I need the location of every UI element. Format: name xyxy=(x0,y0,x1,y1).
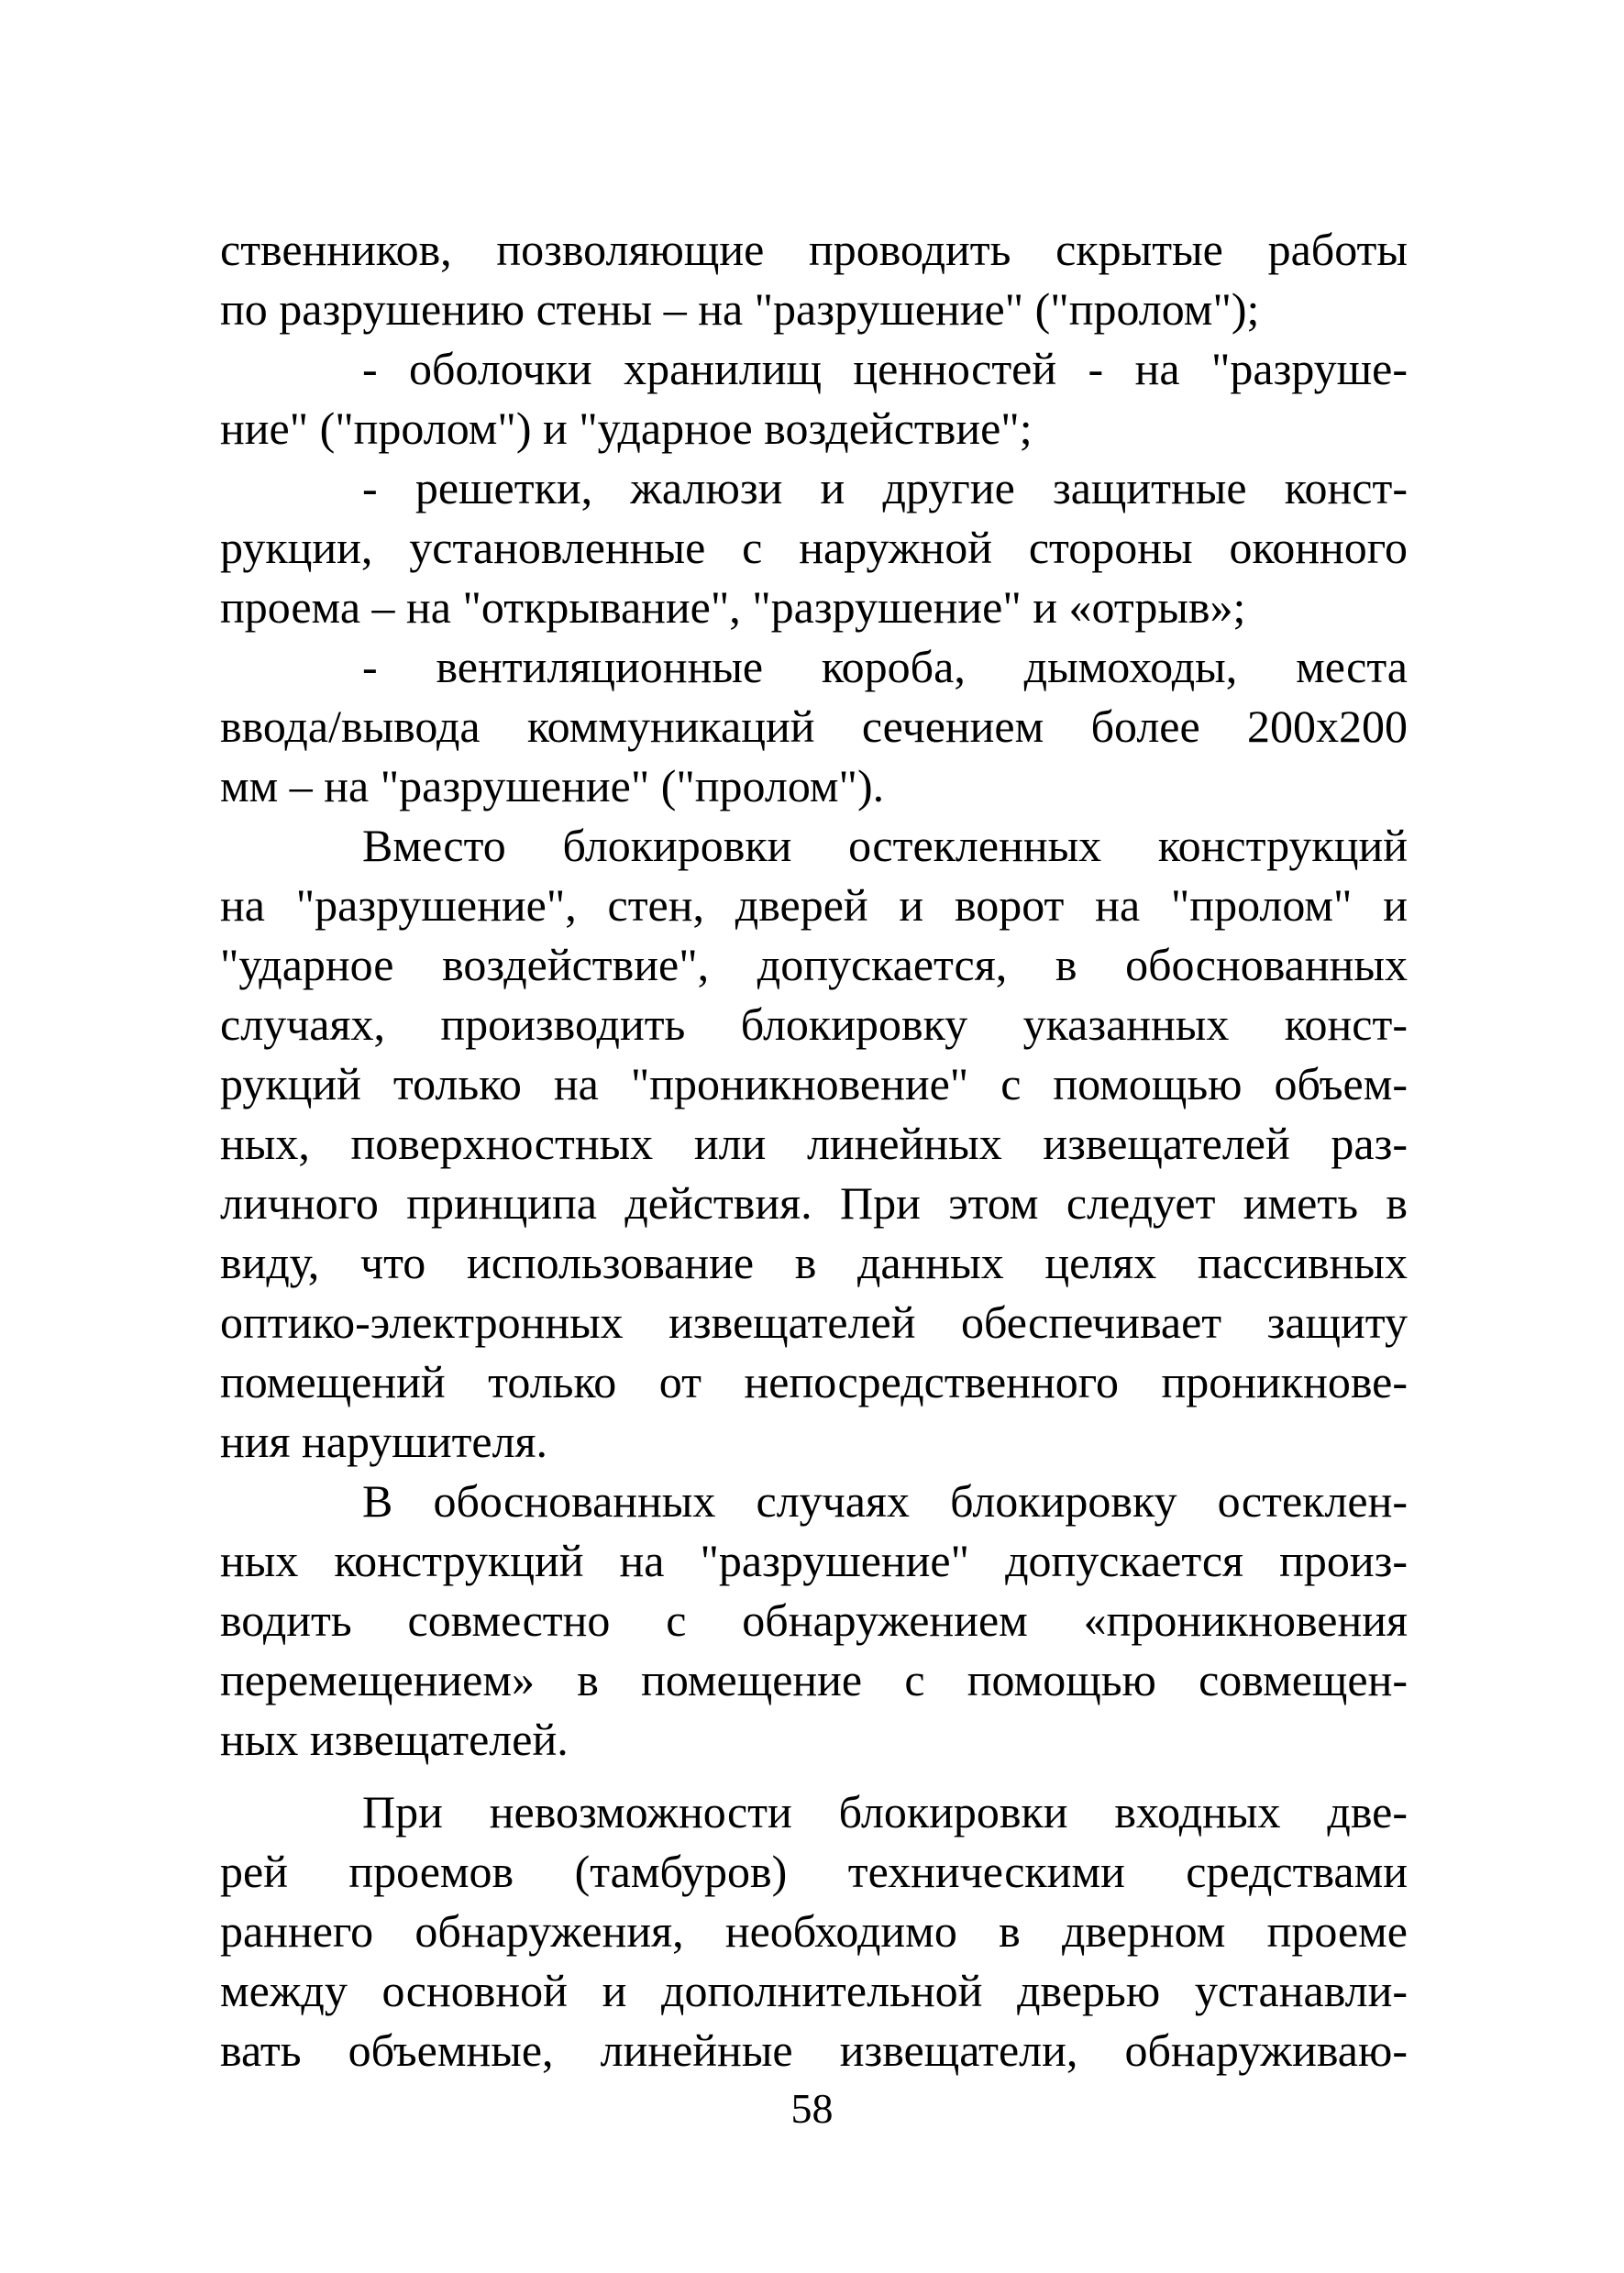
list-item-vault-shells xyxy=(220,339,1408,458)
text-line: ния нарушителя. xyxy=(220,1416,548,1467)
text-line: ных, поверхностных или линейных извещателей раз- xyxy=(220,1118,1408,1169)
text-line: по разрушению стены – на "разрушение" ("пролом"); xyxy=(220,283,1260,335)
page-body xyxy=(220,220,1408,2080)
list-item-grilles xyxy=(220,458,1408,637)
text-line: перемещением» в помещение с помощью совмещен- xyxy=(220,1654,1408,1705)
text-line: В обоснованных случаях блокировку остеклен- xyxy=(362,1475,1408,1527)
text-line: оптико-электронных извещателей обеспечивает защиту xyxy=(220,1296,1408,1348)
text-line: рей проемов (тамбуров) техническими средствами xyxy=(220,1846,1408,1897)
text-line: ных извещателей. xyxy=(220,1714,569,1765)
page-number: 58 xyxy=(790,2085,834,2132)
text-line: личного принципа действия. При этом следует иметь в xyxy=(220,1177,1408,1229)
text-line: виду, что использование в данных целях пассивных xyxy=(220,1237,1408,1288)
paragraph-instead-of-blocking xyxy=(220,816,1408,1472)
text-line: раннего обнаружения, необходимо в дверном проеме xyxy=(220,1905,1408,1957)
text-line: на "разрушение", стен, дверей и ворот на "пролом" и xyxy=(220,879,1408,931)
text-line: ных конструкций на "разрушение" допускается произ- xyxy=(220,1535,1408,1586)
text-line: водить совместно с обнаружением «проникновения xyxy=(220,1594,1408,1646)
text-line: проема – на "открывание", "разрушение" и «отрыв»; xyxy=(220,581,1246,633)
list-item-ventilation xyxy=(220,637,1408,816)
text-line: рукций только на "проникновение" с помощью объем- xyxy=(220,1058,1408,1109)
text-line: мм – на "разрушение" ("пролом"). xyxy=(220,760,885,811)
text-line: ственников, позволяющие проводить скрытые работы xyxy=(220,224,1408,275)
paragraph-justified-cases xyxy=(220,1472,1408,1770)
text-line: вать объемные, линейные извещатели, обнаруживаю- xyxy=(220,2025,1408,2076)
text-line: "ударное воздействие", допускается, в обоснованных xyxy=(220,939,1408,990)
text-line: случаях, производить блокировку указанных конст- xyxy=(220,999,1408,1050)
text-line: - оболочки хранилищ ценностей - на "разруше- xyxy=(362,343,1408,394)
text-line: Вместо блокировки остекленных конструкций xyxy=(362,820,1408,871)
text-line: ввода/вывода коммуникаций сечением более 200х200 xyxy=(220,701,1408,752)
text-line: ние" ("пролом") и "ударное воздействие"; xyxy=(220,403,1033,454)
paragraph-entrance-doors xyxy=(220,1782,1408,2080)
text-line: При невозможности блокировки входных две- xyxy=(362,1786,1408,1837)
text-line: - решетки, жалюзи и другие защитные конст- xyxy=(362,462,1408,513)
paragraph-continuation xyxy=(220,220,1408,339)
text-line: - вентиляционные короба, дымоходы, места xyxy=(362,641,1408,692)
text-line: между основной и дополнительной дверью устанавли- xyxy=(220,1965,1408,2016)
text-line: рукции, установленные с наружной стороны оконного xyxy=(220,522,1408,573)
text-line: помещений только от непосредственного проникнове- xyxy=(220,1356,1408,1407)
